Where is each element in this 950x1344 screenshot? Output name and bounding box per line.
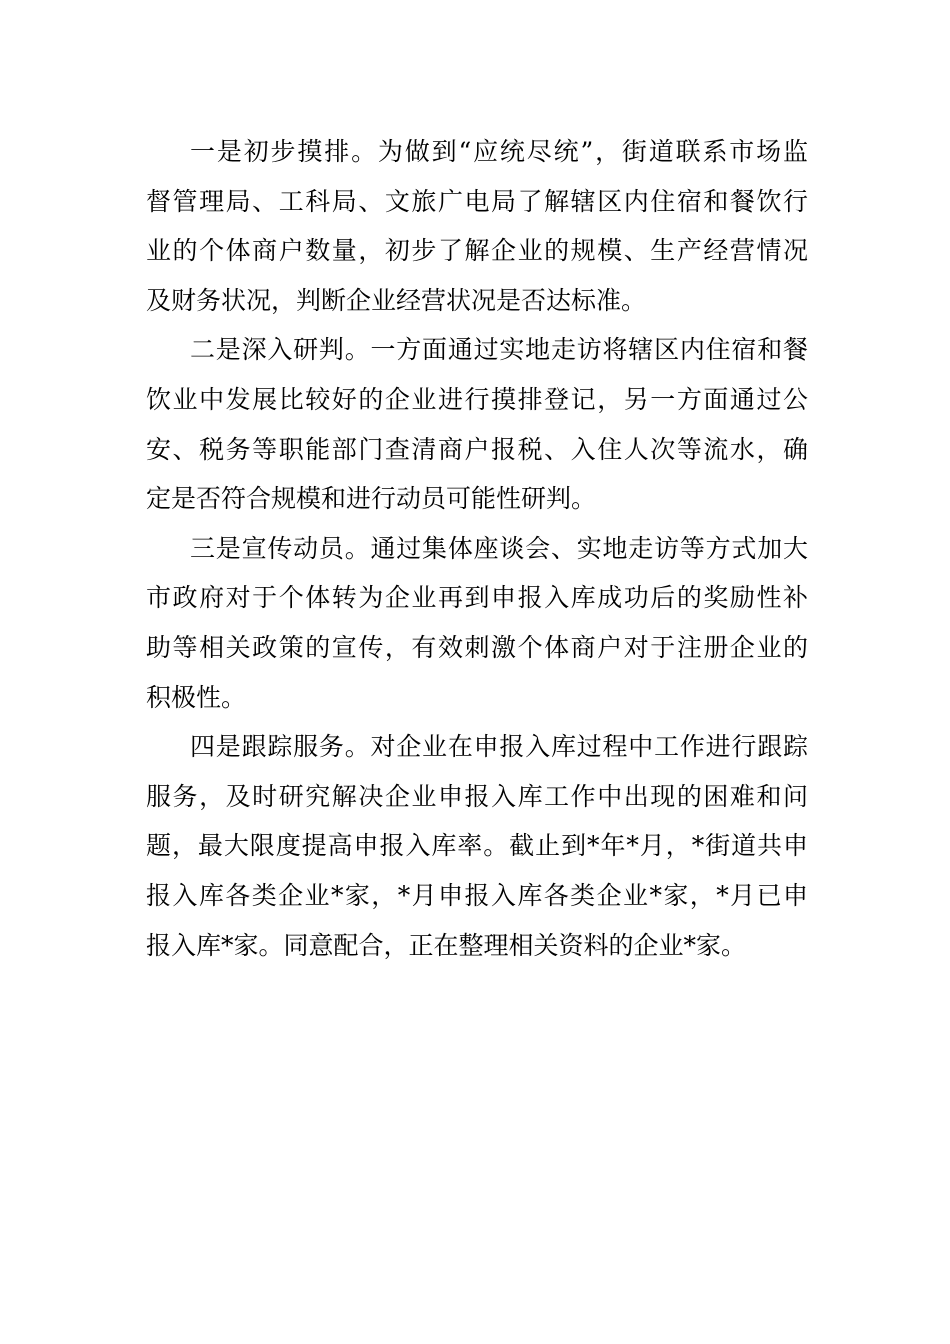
paragraph-line: 助等相关政策的宣传，有效刺激个体商户对于注册企业的 — [146, 632, 808, 662]
paragraph-line: 报入库*家。同意配合，正在整理相关资料的企业*家。 — [146, 930, 747, 960]
paragraph-line: 一是初步摸排。为做到“应统尽统”，街道联系市场监 — [190, 137, 808, 166]
paragraph-in-depth-analysis — [146, 325, 808, 523]
paragraph-line: 报入库各类企业*家，*月申报入库各类企业*家，*月已申 — [146, 880, 808, 910]
paragraph-line: 市政府对于个体转为企业再到申报入库成功后的奖励性补 — [146, 583, 808, 613]
paragraph-line: 题，最大限度提高申报入库率。截止到*年*月，*街道共申 — [146, 831, 808, 861]
paragraph-line: 积极性。 — [146, 682, 247, 712]
paragraph-line: 督管理局、工科局、文旅广电局了解辖区内住宿和餐饮行 — [146, 186, 808, 216]
paragraph-line: 及财务状况，判断企业经营状况是否达标准。 — [146, 285, 647, 315]
paragraph-tracking-service — [146, 722, 808, 970]
paragraph-line: 三是宣传动员。通过集体座谈会、实地走访等方式加大 — [190, 533, 808, 563]
document-body — [146, 127, 808, 970]
paragraph-line: 业的个体商户数量，初步了解企业的规模、生产经营情况 — [146, 236, 808, 266]
paragraph-line: 四是跟踪服务。对企业在申报入库过程中工作进行跟踪 — [190, 732, 808, 762]
paragraph-initial-survey — [146, 127, 808, 325]
paragraph-line: 二是深入研判。一方面通过实地走访将辖区内住宿和餐 — [190, 335, 808, 365]
paragraph-line: 服务，及时研究解决企业申报入库工作中出现的困难和问 — [146, 781, 808, 811]
paragraph-publicity-mobilization — [146, 524, 808, 722]
paragraph-line: 饮业中发展比较好的企业进行摸排登记，另一方面通过公 — [146, 384, 808, 414]
paragraph-line: 定是否符合规模和进行动员可能性研判。 — [146, 484, 597, 514]
paragraph-line: 安、税务等职能部门查清商户报税、入住人次等流水，确 — [146, 434, 808, 464]
